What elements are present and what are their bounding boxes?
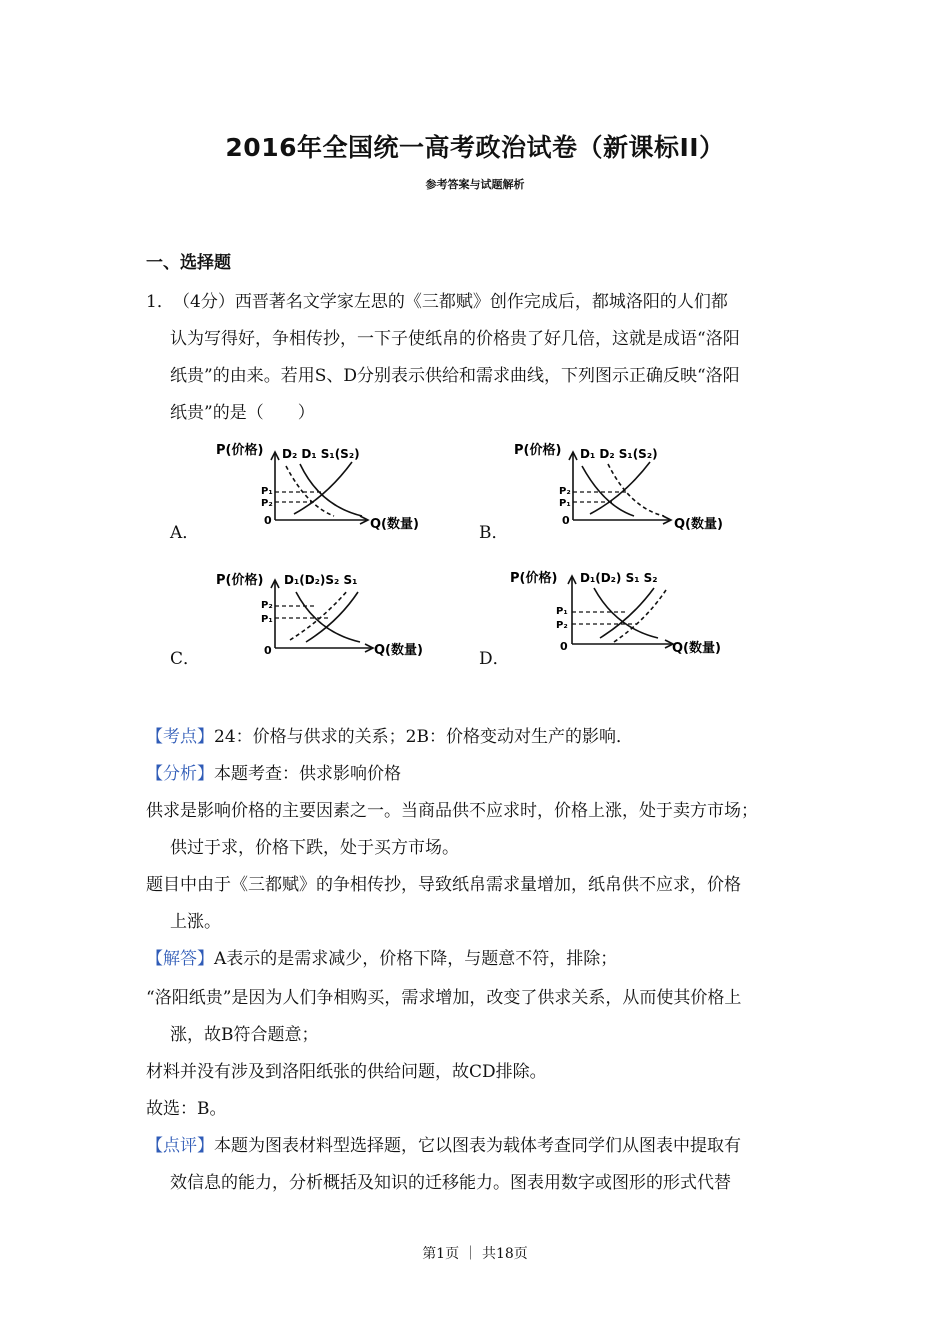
fenxi-line (146, 759, 401, 784)
option-b-graph (512, 436, 752, 536)
jieda-tag: 【解答】 (146, 949, 214, 969)
option-d-graph (508, 562, 748, 662)
option-d-p-upper: P₁ (556, 606, 568, 617)
kaodian-text: 24：价格与供求的关系；2B：价格变动对生产的影响． (214, 727, 633, 747)
question-line-2: 认为写得好，争相传抄，一下子使纸帛的价格贵了好几倍，这就是成语“洛阳 (170, 329, 740, 349)
option-a-graph (212, 436, 452, 536)
option-c-ylabel: P(价格) (216, 573, 264, 588)
option-c-curves: D₁(D₂)S₂ S₁ (284, 573, 358, 587)
question-line-4: 纸贵”的是（ ） (170, 403, 315, 423)
analysis-para-3a: “洛阳纸贵”是因为人们争相购买，需求增加，改变了供求关系，从而使其价格上 (146, 988, 742, 1008)
option-c-xlabel: Q(数量) (374, 643, 423, 658)
analysis-para-1a: 供求是影响价格的主要因素之一。当商品供不应求时，价格上涨，处于卖方市场； (146, 801, 758, 821)
kaodian-tag: 【考点】 (146, 727, 214, 747)
option-b-ylabel: P(价格) (514, 443, 562, 458)
page-title: 2016年全国统一高考政治试卷（新课标II） (225, 133, 725, 162)
page-subtitle: 参考答案与试题解析 (425, 178, 525, 191)
option-b-p-lower: P₁ (559, 498, 571, 509)
option-d-label[interactable]: D． (479, 649, 510, 669)
option-b-curves: D₁ D₂ S₁(S₂) (580, 447, 658, 461)
analysis-para-5: 故选：B。 (146, 1099, 227, 1119)
option-c-label[interactable]: C． (170, 649, 201, 669)
analysis-para-3b: 涨，故B符合题意； (170, 1025, 319, 1045)
option-c-origin: 0 (264, 644, 272, 657)
analysis-para-1b: 供过于求，价格下跌，处于买方市场。 (170, 838, 459, 858)
option-a-xlabel: Q(数量) (370, 517, 419, 532)
option-b-p-upper: P₂ (559, 486, 571, 497)
analysis-para-2a: 题目中由于《三都赋》的争相传抄，导致纸帛需求量增加，纸帛供不应求，价格 (146, 875, 741, 895)
option-d-xlabel: Q(数量) (672, 641, 721, 656)
option-a-p-lower: P₂ (261, 498, 273, 509)
option-d-ylabel: P(价格) (510, 571, 558, 586)
jieda-text: A表示的是需求减少，价格下降，与题意不符，排除； (214, 949, 618, 969)
dianping-text: 本题为图表材料型选择题，它以图表为载体考查同学们从图表中提取有 (214, 1136, 741, 1156)
kaodian-line (146, 722, 633, 747)
option-c-graph (212, 562, 452, 662)
option-c-p-upper: P₂ (261, 600, 273, 611)
option-c-p-lower: P₁ (261, 614, 273, 625)
option-b-xlabel: Q(数量) (674, 517, 723, 532)
analysis-para-4: 材料并没有涉及到洛阳纸张的供给问题，故CD排除。 (146, 1062, 547, 1082)
question-number: 1． (146, 292, 174, 312)
option-b-label[interactable]: B． (479, 523, 509, 543)
option-a-p-upper: P₁ (261, 486, 273, 497)
option-d-origin: 0 (560, 640, 568, 653)
analysis-para-6: 效信息的能力，分析概括及知识的迁移能力。图表用数字或图形的形式代替 (170, 1173, 731, 1193)
option-a-label[interactable]: A． (170, 523, 200, 543)
option-d-curves: D₁(D₂) S₁ S₂ (580, 571, 658, 585)
fenxi-tag: 【分析】 (146, 764, 214, 784)
analysis-para-2b: 上涨。 (170, 912, 221, 932)
jieda-line (146, 944, 617, 969)
option-b-origin: 0 (562, 514, 570, 527)
question-line-3: 纸贵”的由来。若用S、D分别表示供给和需求曲线，下列图示正确反映“洛阳 (170, 366, 740, 386)
fenxi-text: 本题考查：供求影响价格 (214, 764, 401, 784)
page-footer: 第1页 ｜ 共18页 (422, 1246, 528, 1262)
option-a-curves: D₂ D₁ S₁(S₂) (282, 447, 360, 461)
option-d-p-lower: P₂ (556, 620, 568, 631)
section-heading: 一、选择题 (146, 253, 231, 273)
dianping-line (146, 1131, 741, 1156)
option-a-origin: 0 (264, 514, 272, 527)
question-line-1: （4分）西晋著名文学家左思的《三都赋》创作完成后，都城洛阳的人们都 (173, 292, 728, 312)
dianping-tag: 【点评】 (146, 1136, 214, 1156)
option-a-ylabel: P(价格) (216, 443, 264, 458)
